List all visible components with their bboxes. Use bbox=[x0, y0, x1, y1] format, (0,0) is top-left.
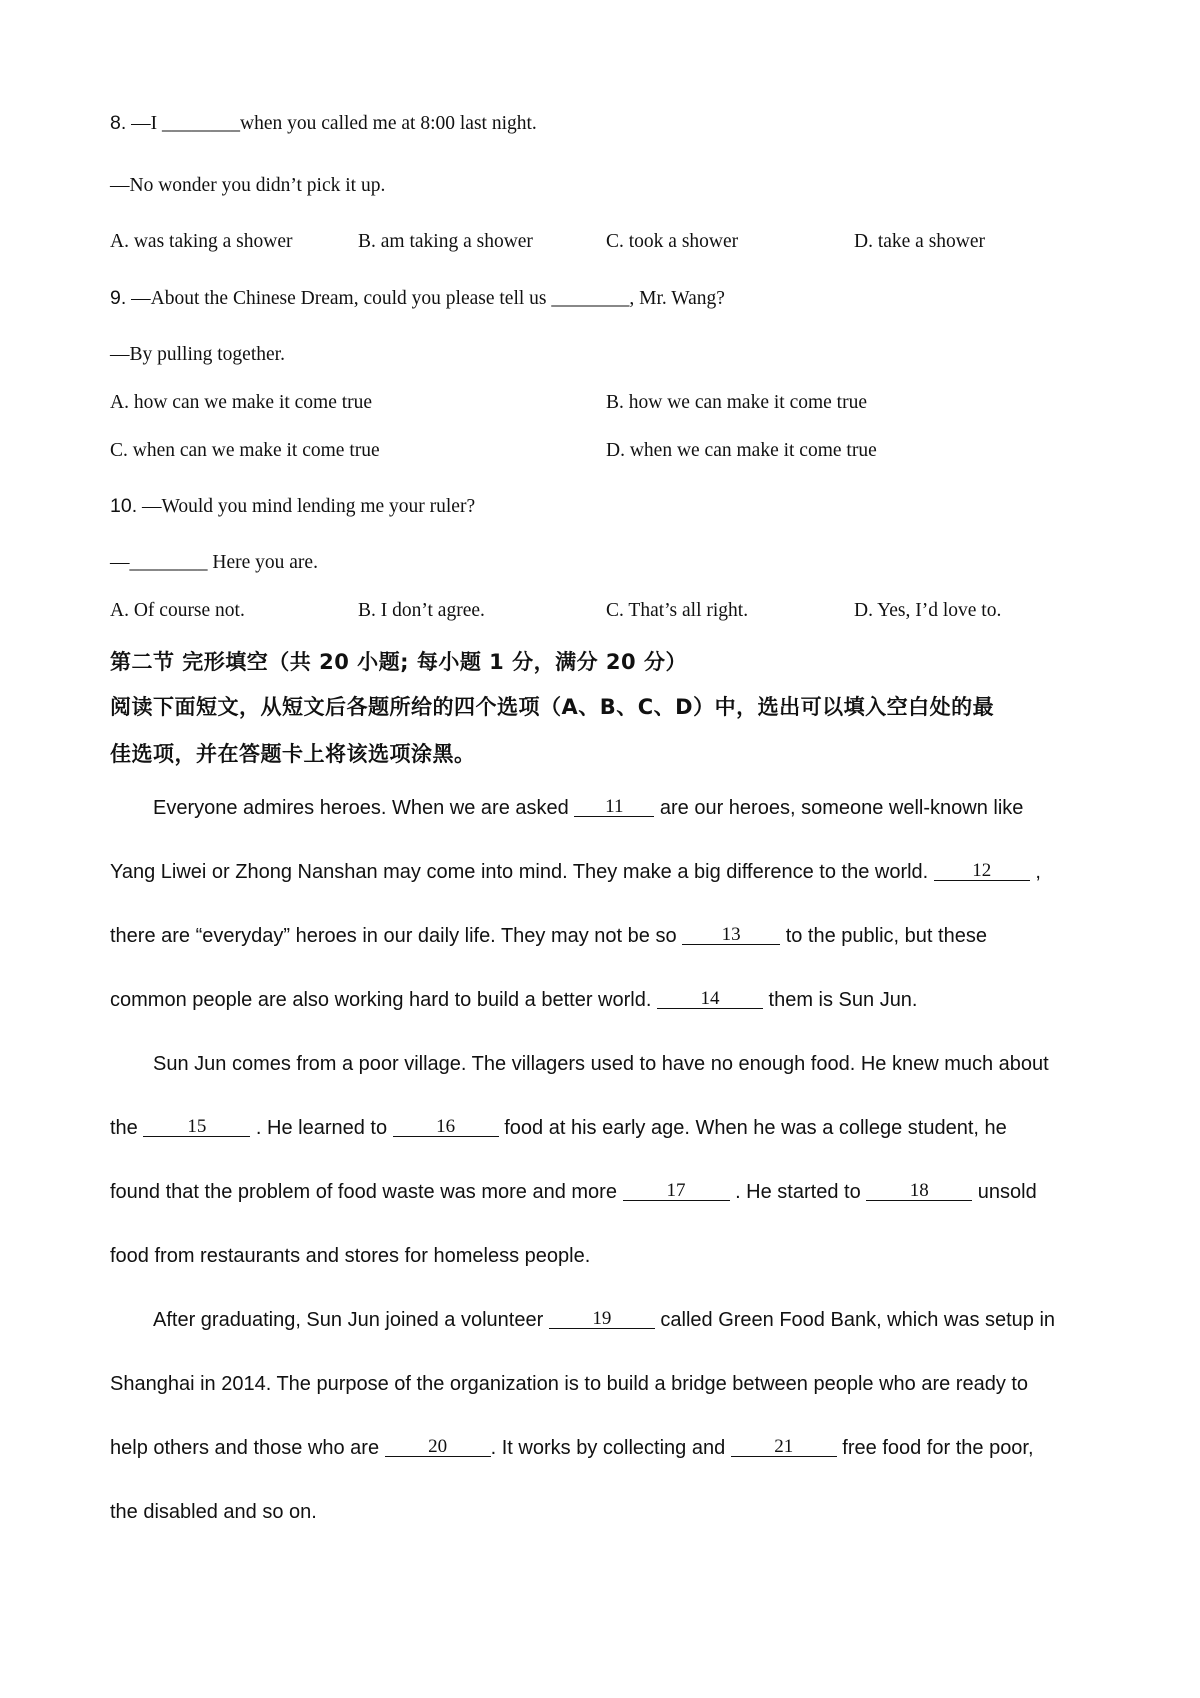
q9-stem-text: —About the Chinese Dream, could you please tell us ________, Mr. Wang? bbox=[131, 288, 725, 309]
blank-20: 20 bbox=[385, 1438, 491, 1457]
q8-stem bbox=[110, 112, 537, 135]
passage-text: food at his early age. When he was a college student, he bbox=[498, 1117, 1007, 1139]
q8-stem-post: when you called me at 8:00 last night. bbox=[240, 113, 537, 134]
q10-stem-text: —Would you mind lending me your ruler? bbox=[141, 496, 476, 517]
blank-15: 15 bbox=[143, 1118, 250, 1137]
blank-18: 18 bbox=[866, 1182, 972, 1201]
blank-17: 17 bbox=[623, 1182, 730, 1201]
passage-text: free food for the poor, bbox=[836, 1437, 1034, 1459]
q9-option-a: A. how can we make it come true bbox=[110, 392, 373, 413]
blank-21: 21 bbox=[731, 1438, 837, 1457]
passage-p2-line-2 bbox=[110, 1117, 1007, 1140]
q8-blank: ________ bbox=[162, 113, 241, 134]
q9-reply: —By pulling together. bbox=[110, 344, 285, 365]
passage-text: . He learned to bbox=[250, 1117, 393, 1139]
section-instruction-line-1: 阅读下面短文，从短文后各题所给的四个选项（A、B、C、D）中，选出可以填入空白处的最 bbox=[110, 695, 995, 719]
passage-p3-line-1 bbox=[153, 1309, 1055, 1332]
blank-13: 13 bbox=[682, 926, 780, 945]
passage-text: there are “everyday” heroes in our daily life. They may not be so bbox=[110, 925, 683, 947]
passage-p1-line-1 bbox=[153, 797, 1023, 820]
section-title: 第二节 完形填空（共 20 小题; 每小题 1 分，满分 20 分） bbox=[110, 650, 687, 674]
q8-option-c: C. took a shower bbox=[606, 231, 739, 252]
q8-stem-pre: —I bbox=[131, 113, 163, 134]
q10-option-d: D. Yes, I’d love to. bbox=[854, 600, 1002, 621]
blank-14: 14 bbox=[657, 990, 763, 1009]
passage-p1-line-3 bbox=[110, 925, 987, 948]
q9-option-c: C. when can we make it come true bbox=[110, 440, 380, 461]
passage-text: Yang Liwei or Zhong Nanshan may come into mind. They make a big difference to the world. bbox=[110, 861, 934, 883]
section-instruction-line-2: 佳选项，并在答题卡上将该选项涂黑。 bbox=[110, 742, 476, 766]
q8-option-a: A. was taking a shower bbox=[110, 231, 293, 252]
q10-reply: —________ Here you are. bbox=[110, 552, 318, 573]
passage-p3-line-4: the disabled and so on. bbox=[110, 1501, 317, 1523]
q8-option-b: B. am taking a shower bbox=[358, 231, 533, 252]
passage-p2-line-1: Sun Jun comes from a poor village. The villagers used to have no enough food. He knew much about bbox=[153, 1053, 1049, 1075]
q10-option-a: A. Of course not. bbox=[110, 600, 245, 621]
q8-reply: —No wonder you didn’t pick it up. bbox=[110, 175, 386, 196]
blank-11: 11 bbox=[574, 798, 654, 817]
passage-text: are our heroes, someone well-known like bbox=[654, 797, 1024, 819]
passage-text: . He started to bbox=[729, 1181, 867, 1203]
q10-option-c: C. That’s all right. bbox=[606, 600, 749, 621]
passage-p1-line-2 bbox=[110, 861, 1041, 884]
passage-text: to the public, but these bbox=[780, 925, 987, 947]
passage-text: , bbox=[1029, 861, 1041, 883]
blank-12: 12 bbox=[934, 862, 1030, 881]
passage-p1-line-4 bbox=[110, 989, 918, 1012]
q10-number: 10. bbox=[110, 495, 138, 517]
passage-text: common people are also working hard to build a better world. bbox=[110, 989, 657, 1011]
passage-p2-line-4: food from restaurants and stores for homeless people. bbox=[110, 1245, 591, 1267]
passage-text: unsold bbox=[972, 1181, 1037, 1203]
passage-text: . It works by collecting and bbox=[490, 1437, 731, 1459]
passage-p3-line-3 bbox=[110, 1437, 1034, 1460]
q8-number: 8. bbox=[110, 112, 127, 134]
blank-16: 16 bbox=[393, 1118, 499, 1137]
q9-option-d: D. when we can make it come true bbox=[606, 440, 877, 461]
passage-text: After graduating, Sun Jun joined a volunteer bbox=[153, 1309, 549, 1331]
q9-stem bbox=[110, 287, 725, 310]
q8-option-d: D. take a shower bbox=[854, 231, 986, 252]
q9-number: 9. bbox=[110, 287, 127, 309]
passage-text: Everyone admires heroes. When we are asked bbox=[153, 797, 575, 819]
q10-option-b: B. I don’t agree. bbox=[358, 600, 485, 621]
passage-text: found that the problem of food waste was more and more bbox=[110, 1181, 623, 1203]
passage-text: them is Sun Jun. bbox=[762, 989, 918, 1011]
passage-text: called Green Food Bank, which was setup in bbox=[654, 1309, 1056, 1331]
passage-text: the bbox=[110, 1117, 144, 1139]
q9-option-b: B. how we can make it come true bbox=[606, 392, 867, 413]
passage-p3-line-2: Shanghai in 2014. The purpose of the organization is to build a bridge between people who are ready to bbox=[110, 1373, 1029, 1395]
blank-19: 19 bbox=[549, 1310, 655, 1329]
q10-stem bbox=[110, 495, 475, 518]
passage-p2-line-3 bbox=[110, 1181, 1037, 1204]
passage-text: help others and those who are bbox=[110, 1437, 385, 1459]
